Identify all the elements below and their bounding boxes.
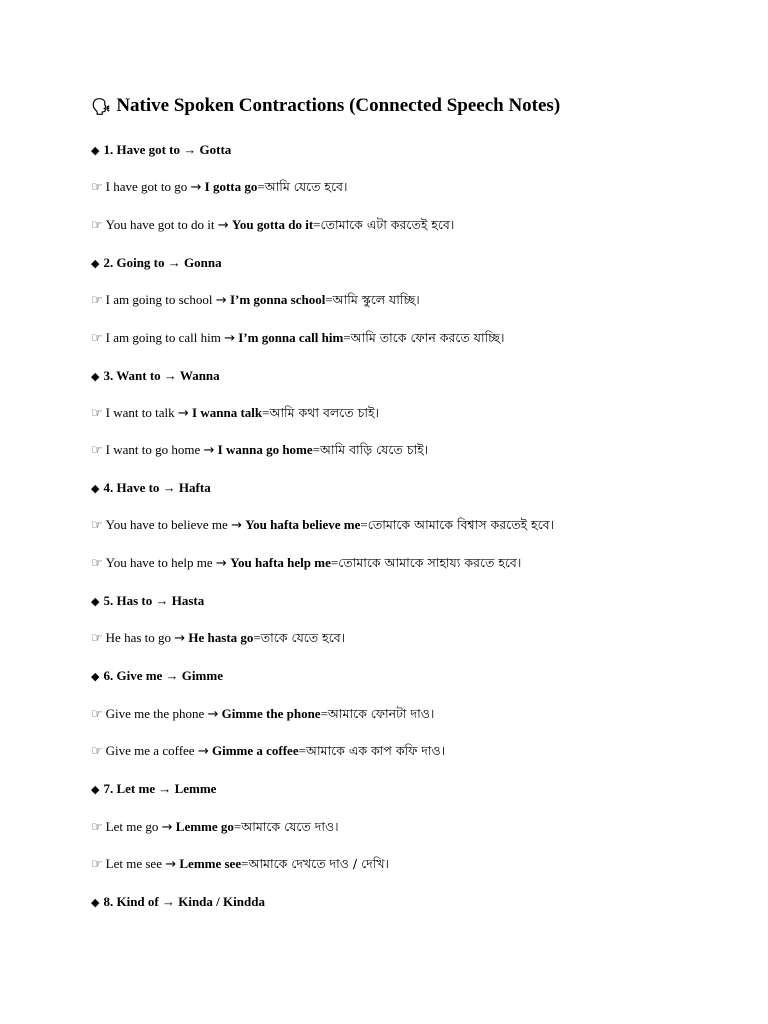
- example-original: He has to go: [105, 630, 172, 645]
- diamond-bullet-icon: ◆: [91, 670, 100, 683]
- example-original: I want to go home: [105, 442, 201, 457]
- example-line: ☞ Give me a coffee → Gimme a coffee=আমাকে এক কাপ কফি দাও।: [91, 743, 446, 759]
- pointing-hand-icon: ☞: [91, 707, 103, 722]
- arrow-icon: →: [161, 820, 173, 835]
- example-bangla: আমাকে এক কাপ কফি দাও।: [305, 743, 446, 758]
- diamond-bullet-icon: ◆: [91, 896, 100, 909]
- example-contraction: Lemme see: [179, 856, 242, 871]
- pointing-hand-icon: ☞: [91, 218, 103, 233]
- example-bangla: আমি কথা বলতে চাই।: [269, 405, 379, 420]
- speaking-head-icon: 🗣: [91, 96, 112, 116]
- example-line: ☞ I want to go home → I wanna go home=আমি বাড়ি যেতে চাই।: [91, 442, 429, 458]
- section-heading: ◆ 5. Has to → Hasta: [91, 593, 205, 608]
- page-title-text: Native Spoken Contractions (Connected Speech Notes): [116, 95, 561, 116]
- example-line: ☞ He has to go → He hasta go=তাকে যেতে হবে।: [91, 630, 346, 646]
- arrow-icon: →: [203, 443, 215, 458]
- pointing-hand-icon: ☞: [91, 631, 103, 646]
- example-line: ☞ I want to talk → I wanna talk=আমি কথা বলতে চাই।: [91, 405, 379, 421]
- diamond-bullet-icon: ◆: [91, 783, 100, 796]
- example-line: ☞ You have to believe me → You hafta believe me=তোমাকে আমাকে বিশ্বাস করতেই হবে।: [91, 517, 555, 533]
- example-original: You have to believe me: [105, 517, 228, 532]
- example-bangla: আমি স্কুলে যাচ্ছি।: [332, 292, 420, 307]
- example-contraction: Gimme a coffee: [211, 743, 299, 758]
- example-line: ☞ Let me see → Lemme see=আমাকে দেখতে দাও / দেখি।: [91, 856, 389, 872]
- example-contraction: You gotta do it: [231, 217, 314, 232]
- section-heading: ◆ 7. Let me → Lemme: [91, 781, 217, 796]
- example-contraction: You hafta help me: [230, 555, 331, 570]
- example-bangla: তোমাকে আমাকে সাহায্য করতে হবে।: [338, 555, 522, 570]
- section-heading: ◆ 1. Have got to → Gotta: [91, 142, 232, 157]
- example-contraction: I’m gonna school: [229, 292, 326, 307]
- example-bangla: আমি বাড়ি যেতে চাই।: [320, 442, 429, 457]
- example-original: You have got to do it: [105, 217, 215, 232]
- section-heading: ◆ 8. Kind of → Kinda / Kindda: [91, 894, 265, 909]
- arrow-icon: →: [165, 857, 177, 872]
- example-original: You have to help me: [105, 555, 213, 570]
- example-bangla: তোমাকে এটা করতেই হবে।: [320, 217, 455, 232]
- section-heading: ◆ 2. Going to → Gonna: [91, 255, 222, 270]
- example-contraction: I’m gonna call him: [238, 330, 344, 345]
- example-bangla: আমি তাকে ফোন করতে যাচ্ছি।: [350, 330, 505, 345]
- example-original: I am going to school: [105, 292, 213, 307]
- example-original: Let me see: [105, 856, 162, 871]
- example-contraction: Lemme go: [175, 819, 234, 834]
- section-heading: ◆ 4. Have to → Hafta: [91, 480, 211, 495]
- diamond-bullet-icon: ◆: [91, 595, 100, 608]
- example-line: ☞ You have got to do it → You gotta do it=তোমাকে এটা করতেই হবে।: [91, 217, 455, 233]
- arrow-icon: →: [215, 556, 227, 571]
- example-line: ☞ Give me the phone → Gimme the phone=আমাকে ফোনটা দাও।: [91, 706, 435, 722]
- example-bangla: আমি যেতে হবে।: [264, 179, 348, 194]
- example-original: I want to talk: [105, 405, 175, 420]
- example-contraction: He hasta go: [188, 630, 254, 645]
- example-line: ☞ You have to help me → You hafta help me=তোমাকে আমাকে সাহায্য করতে হবে।: [91, 555, 522, 571]
- arrow-icon: →: [177, 406, 189, 421]
- example-original: Give me a coffee: [105, 743, 195, 758]
- pointing-hand-icon: ☞: [91, 293, 103, 308]
- section-heading: ◆ 6. Give me → Gimme: [91, 668, 223, 683]
- pointing-hand-icon: ☞: [91, 518, 103, 533]
- diamond-bullet-icon: ◆: [91, 257, 100, 270]
- arrow-icon: →: [197, 744, 209, 759]
- pointing-hand-icon: ☞: [91, 406, 103, 421]
- arrow-icon: →: [174, 631, 186, 646]
- example-contraction: I wanna go home: [217, 442, 313, 457]
- example-bangla: তোমাকে আমাকে বিশ্বাস করতেই হবে।: [367, 517, 555, 532]
- example-bangla: আমাকে যেতে দাও।: [241, 819, 339, 834]
- example-bangla: তাকে যেতে হবে।: [260, 630, 346, 645]
- example-bangla: আমাকে দেখতে দাও / দেখি।: [248, 856, 389, 871]
- pointing-hand-icon: ☞: [91, 744, 103, 759]
- arrow-icon: →: [217, 218, 229, 233]
- arrow-icon: →: [231, 518, 242, 533]
- pointing-hand-icon: ☞: [91, 180, 103, 195]
- diamond-bullet-icon: ◆: [91, 144, 100, 157]
- pointing-hand-icon: ☞: [91, 443, 103, 458]
- example-line: ☞ I am going to school → I’m gonna school=আমি স্কুলে যাচ্ছি।: [91, 292, 420, 308]
- arrow-icon: →: [215, 293, 227, 308]
- arrow-icon: →: [224, 331, 235, 346]
- example-original: Let me go: [105, 819, 159, 834]
- arrow-icon: →: [190, 180, 202, 195]
- example-original: Give me the phone: [105, 706, 205, 721]
- example-line: ☞ I am going to call him → I’m gonna call him=আমি তাকে ফোন করতে যাচ্ছি।: [91, 330, 505, 346]
- diamond-bullet-icon: ◆: [91, 482, 100, 495]
- page-title: [91, 95, 560, 117]
- pointing-hand-icon: ☞: [91, 556, 103, 571]
- pointing-hand-icon: ☞: [91, 820, 103, 835]
- example-original: I am going to call him: [105, 330, 221, 345]
- pointing-hand-icon: ☞: [91, 331, 103, 346]
- example-line: ☞ I have got to go → I gotta go=আমি যেতে হবে।: [91, 179, 348, 195]
- section-heading: ◆ 3. Want to → Wanna: [91, 368, 220, 383]
- example-bangla: আমাকে ফোনটা দাও।: [327, 706, 435, 721]
- example-contraction: I wanna talk: [192, 405, 263, 420]
- diamond-bullet-icon: ◆: [91, 370, 100, 383]
- example-original: I have got to go: [105, 179, 188, 194]
- example-contraction: You hafta believe me: [245, 517, 361, 532]
- example-contraction: I gotta go: [204, 179, 258, 194]
- arrow-icon: →: [207, 707, 219, 722]
- example-line: ☞ Let me go → Lemme go=আমাকে যেতে দাও।: [91, 819, 339, 835]
- example-contraction: Gimme the phone: [221, 706, 321, 721]
- pointing-hand-icon: ☞: [91, 857, 103, 872]
